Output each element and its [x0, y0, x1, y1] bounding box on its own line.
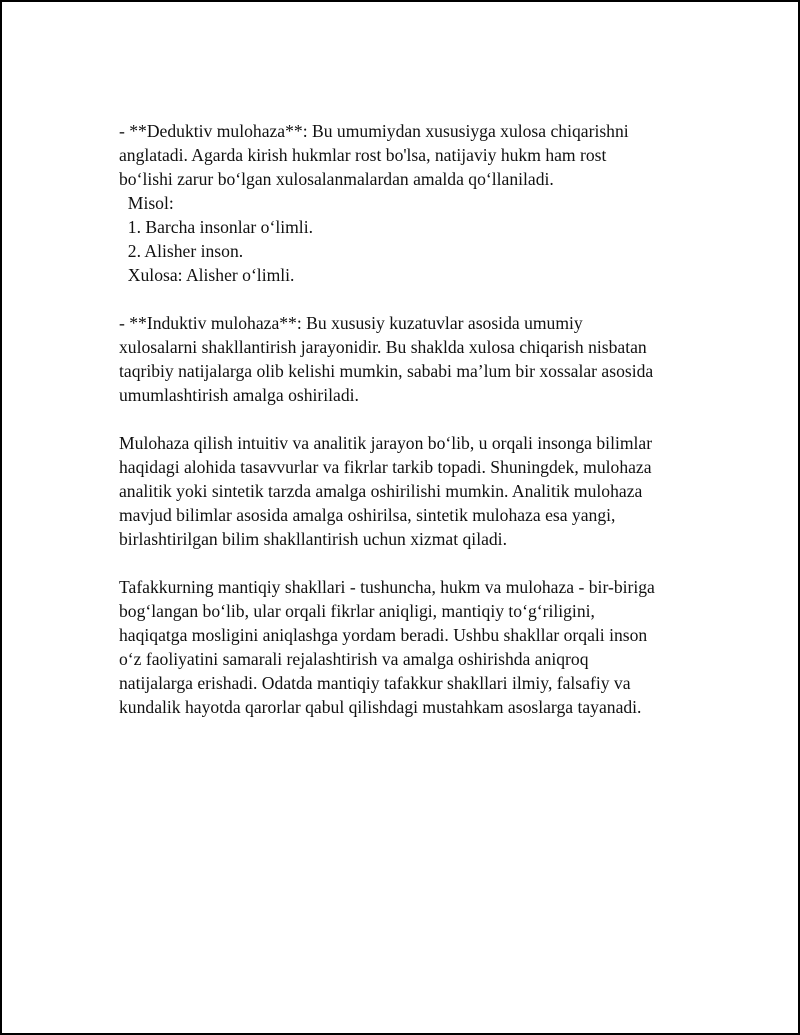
text-line: - **Induktiv mulohaza**: Bu xususiy kuzatuvlar asosida umumiy	[119, 313, 583, 333]
text-line: umumlashtirish amalga oshiriladi.	[119, 385, 359, 405]
text-line: birlashtirilgan bilim shakllantirish uchun xizmat qiladi.	[119, 529, 507, 549]
text-line: kundalik hayotda qarorlar qabul qilishdagi mustahkam asoslarga tayanadi.	[119, 697, 642, 717]
logical-forms-paragraph	[119, 575, 699, 719]
text-line: haqidagi alohida tasavvurlar va fikrlar tarkib topadi. Shuningdek, mulohaza	[119, 457, 652, 477]
text-line: anglatadi. Agarda kirish hukmlar rost bo'lsa, natijaviy hukm ham rost	[119, 145, 607, 165]
example-label: Misol:	[119, 193, 174, 213]
text-line: natijalarga erishadi. Odatda mantiqiy tafakkur shakllari ilmiy, falsafiy va	[119, 673, 631, 693]
example-premise-1: 1. Barcha insonlar o‘limli.	[119, 217, 313, 237]
deductive-paragraph	[119, 119, 699, 287]
text-line: xulosalarni shakllantirish jarayonidir. Bu shaklda xulosa chiqarish nisbatan	[119, 337, 647, 357]
text-line: bo‘lishi zarur bo‘lgan xulosalanmalardan amalda qo‘llaniladi.	[119, 169, 554, 189]
text-line: mavjud bilimlar asosida amalga oshirilsa, sintetik mulohaza esa yangi,	[119, 505, 616, 525]
text-line: o‘z faoliyatini samarali rejalashtirish va amalga oshirishda aniqroq	[119, 649, 589, 669]
example-premise-2: 2. Alisher inson.	[119, 241, 244, 261]
text-line: analitik yoki sintetik tarzda amalga oshirilishi mumkin. Analitik mulohaza	[119, 481, 643, 501]
example-conclusion: Xulosa: Alisher o‘limli.	[119, 265, 295, 285]
text-line: haqiqatga mosligini aniqlashga yordam beradi. Ushbu shakllar orqali inson	[119, 625, 648, 645]
text-line: - **Deduktiv mulohaza**: Bu umumiydan xususiyga xulosa chiqarishni	[119, 121, 629, 141]
text-line: Mulohaza qilish intuitiv va analitik jarayon bo‘lib, u orqali insonga bilimlar	[119, 433, 653, 453]
inductive-paragraph	[119, 311, 699, 407]
text-line: taqribiy natijalarga olib kelishi mumkin, sababi ma’lum bir xossalar asosida	[119, 361, 654, 381]
text-line: bog‘langan bo‘lib, ular orqali fikrlar aniqligi, mantiqiy to‘g‘riligini,	[119, 601, 595, 621]
document-body	[119, 119, 699, 743]
text-line: Tafakkurning mantiqiy shakllari - tushuncha, hukm va mulohaza - bir-biriga	[119, 577, 655, 597]
intuitive-analytic-paragraph	[119, 431, 699, 551]
